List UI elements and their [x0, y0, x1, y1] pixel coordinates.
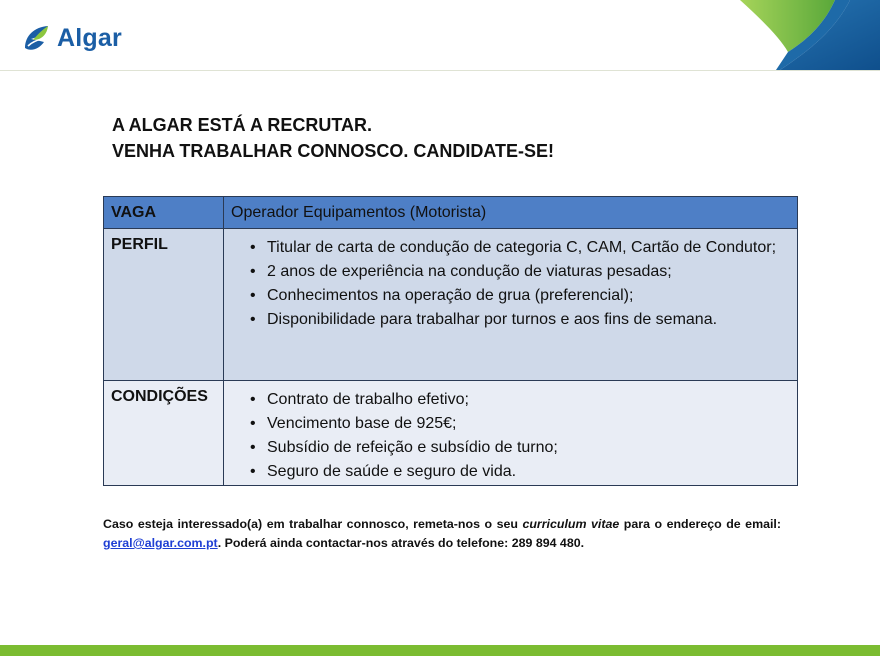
perfil-row: [104, 229, 798, 381]
list-item: • Contrato de trabalho efetivo;: [250, 388, 789, 412]
list-item: • 2 anos de experiência na condução de viaturas pesadas;: [250, 260, 789, 284]
condicoes-cell: [224, 381, 798, 486]
perfil-cell: [224, 229, 798, 381]
email-link[interactable]: geral@algar.com.pt: [103, 536, 218, 550]
brand-name: Algar: [57, 23, 122, 52]
footer-bar: [0, 645, 880, 656]
page-header: [0, 0, 880, 71]
list-item: • Titular de carta de condução de categoria C, CAM, Cartão de Condutor;: [250, 236, 789, 260]
job-table: [103, 196, 798, 486]
perfil-label: PERFIL: [104, 229, 224, 381]
condicoes-list: [231, 388, 789, 484]
condicoes-label: CONDIÇÕES: [104, 381, 224, 486]
list-item: • Subsídio de refeição e subsídio de turno;: [250, 436, 789, 460]
perfil-list: [231, 236, 789, 332]
contact-text-after: . Poderá ainda contactar-nos através do telefone: 289 894 480.: [217, 536, 585, 550]
list-item: • Disponibilidade para trabalhar por turnos e aos fins de semana.: [250, 308, 789, 332]
list-item: • Vencimento base de 925€;: [250, 412, 789, 436]
vaga-label: VAGA: [104, 197, 224, 229]
vaga-row: [104, 197, 798, 229]
headline-line-1: A ALGAR ESTÁ A RECRUTAR.: [112, 115, 372, 135]
recruitment-headline: [112, 112, 554, 164]
headline-line-2: VENHA TRABALHAR CONNOSCO. CANDIDATE-SE!: [112, 141, 554, 161]
condicoes-row: [104, 381, 798, 486]
contact-paragraph: [103, 515, 781, 553]
corner-decoration: [740, 0, 880, 70]
list-item: • Seguro de saúde e seguro de vida.: [250, 460, 789, 484]
contact-text-before: Caso esteja interessado(a) em trabalhar connosco, remeta-nos o seu: [103, 517, 523, 531]
vaga-value: Operador Equipamentos (Motorista): [224, 197, 798, 229]
contact-text-middle: para o endereço de email:: [619, 517, 781, 531]
algar-logo[interactable]: [22, 22, 122, 54]
list-item: • Conhecimentos na operação de grua (preferencial);: [250, 284, 789, 308]
contact-emphasis: curriculum vitae: [522, 517, 620, 531]
algar-leaf-icon: [22, 22, 54, 54]
